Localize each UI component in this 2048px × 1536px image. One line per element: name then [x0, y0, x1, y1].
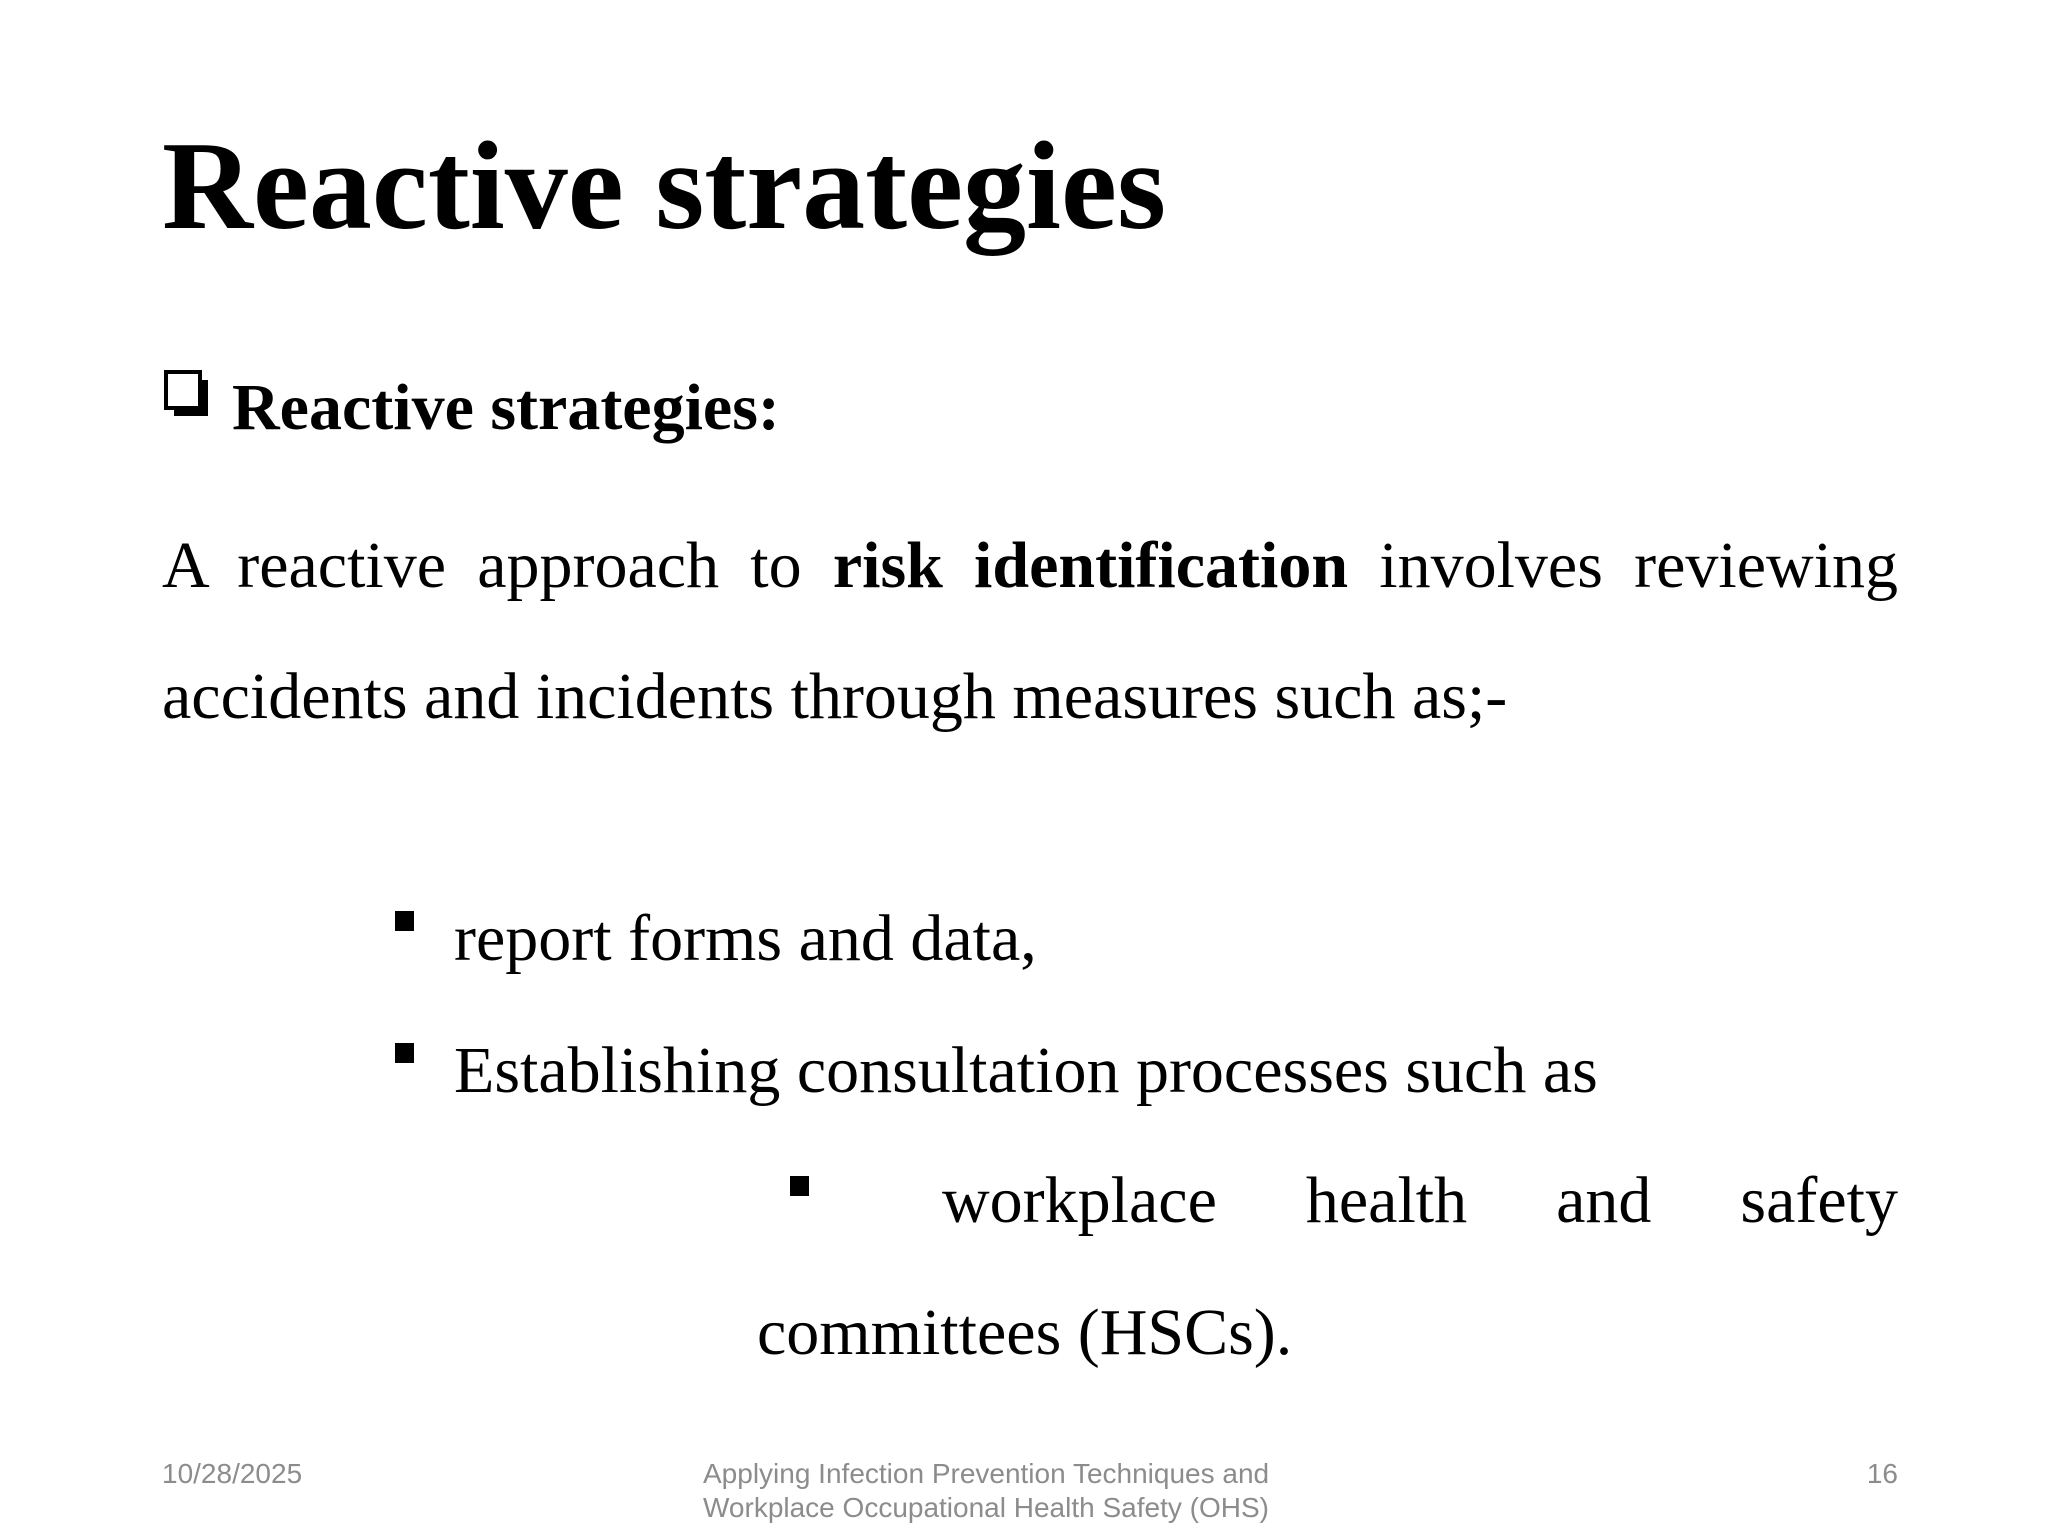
sub-list-item [790, 1164, 1898, 1237]
square-bullet-icon [790, 1176, 809, 1196]
footer-title-line: Applying Infection Prevention Techniques and [703, 1458, 1270, 1489]
paragraph-bold-term: risk identification [832, 529, 1349, 602]
list-item [395, 902, 1037, 975]
list-item [395, 1034, 1598, 1107]
footer-title [703, 1457, 1403, 1525]
slide-title: Reactive strategies [162, 117, 1167, 256]
sub-list-word: and [1556, 1164, 1652, 1237]
square-bullet-icon [395, 1043, 414, 1063]
sub-list-word: health [1305, 1164, 1468, 1237]
list-item-text: report forms and data, [454, 902, 1037, 975]
section-heading [162, 371, 780, 444]
sub-list-item-text [942, 1164, 1898, 1237]
footer-date: 10/28/2025 [162, 1458, 303, 1489]
square-bullet-icon [395, 911, 414, 931]
sub-list-word: workplace [942, 1164, 1217, 1237]
checkbox-icon [162, 366, 212, 426]
sub-list-item-continuation: committees (HSCs). [757, 1296, 1293, 1369]
paragraph-text-end: involves reviewing accidents and incidents through measures such as;- [162, 529, 1899, 733]
list-item-text: Establishing consultation processes such as [454, 1034, 1598, 1107]
sub-list-word: safety [1740, 1164, 1898, 1237]
body-paragraph [162, 500, 1898, 762]
page-number: 16 [1866, 1458, 1898, 1489]
footer-title-line: Workplace Occupational Health Safety (OHS) [703, 1492, 1269, 1523]
section-heading-text: Reactive strategies: [232, 371, 780, 444]
paragraph-text-start: A reactive approach to [162, 529, 833, 602]
